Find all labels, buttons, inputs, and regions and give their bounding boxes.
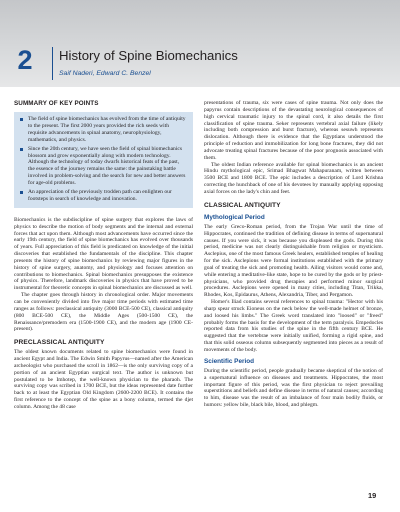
egypt-continuation-paragraph: presentations of trauma, six were cases of spine trauma. Not only does the papyrus contain descriptions of the devastating neurological consequences of high cervical traumatic injury to the spinal cord, it also details the first classification of spine trauma. Seker represents vertebral axial failure (likely including both compression and burst fracture), whereas sesuwh represents dislocation. Although there is evidence that the Egyptians understood the principle of reduction and immobilization for long bone fractures, they did not advocate treating spinal fractures because of the poor prognosis associated with them. — [204, 100, 383, 161]
chapter-authors: Saif Naderi, Edward C. Benzel — [59, 70, 151, 77]
chapter-title: History of Spine Biomechanics — [59, 48, 238, 63]
section-heading-classical: CLASSICAL ANTIQUITY — [204, 201, 281, 209]
chapter-number: 2 — [17, 45, 33, 75]
key-point-item — [20, 146, 187, 187]
scientific-paragraph: During the scientific period, people gradually became skeptical of the notion of a supernatural influence on diseases and treatments. Hippocrates, the most important figure of this period, was the first physician to reject prevailing superstitions and beliefs and define disease in terms of natural causes; according to him, disease was the result of an imbalance of four main bodily fluids, or humors: yellow bile, black bile, blood, and phlegm. — [204, 367, 383, 409]
key-points-heading: SUMMARY OF KEY POINTS — [14, 100, 99, 107]
page-number: 19 — [368, 491, 377, 500]
right-column — [204, 100, 383, 409]
intro-paragraph: Biomechanics is the subdiscipline of spine surgery that explores the laws of physics to describe the motion of body segments and the internal and external forces that act upon them. Although most advancements have occurred since the early 19th century, the field of spine biomechanics has evolved over thousands of years. Full appreciation of this field is predicated on knowledge of the initial discoveries that established the fundamentals of the discipline. This chapter presents the history of spine biomechanics by reviewing major figures in the history of spine surgery, anatomy, and physiology and focuses attention on contributions to biomechanics. Spinal biomechanics presupposes the existence of physics. Therefore, landmark discoveries in physics that have proved to be instrumental for theoretic concepts in spinal biomechanics are discussed as well. — [14, 216, 193, 292]
key-points-box — [14, 112, 193, 208]
key-point-item — [20, 189, 187, 203]
key-point-text: Since the 20th century, we have seen the field of spinal biomechanics blossom and grow exponentially along with modern technology. Although the technology of today dwarfs historical feats of the past, the essence of the journey remains the same: the painstaking battle involved in problem-solving and the search for new and better answers for age-old problems. — [28, 145, 186, 187]
subheading-mythological: Mythological Period — [204, 213, 265, 221]
square-bullet-icon — [20, 148, 23, 151]
indian-reference-paragraph: The oldest Indian reference available for spinal biomechanics is an ancient Hindu mythological epic, Srimad Bhagwat Mahapuranam, written between 3500 BCE and 1800 BCE. The epic includes a description of Lord Krishna correcting the hunchback of one of his devotees by manually applying opposing axial forces on the lady's chin and feet. — [204, 161, 383, 195]
key-point-item — [20, 116, 187, 144]
square-bullet-icon — [20, 118, 23, 121]
left-column — [14, 100, 193, 411]
square-bullet-icon — [20, 191, 23, 194]
iliad-paragraph: Homer's Iliad contains several references to spinal trauma: "Hector with his sharp spear struck Eioneus on the neck below the well-made helmet of bronze, and loosed his limbs." The Greek word translated into "loosed" or "freed" probably forms the basis for the development of the term paralysis. Empedocles reported data from his studies of the spine in the fifth century BCE. He suggested that the vertebrae were initially unified, forming a rigid spine, and that this solid osseous column subsequently segmented into pieces as a result of movements of the body. — [204, 299, 383, 353]
subheading-scientific: Scientific Period — [204, 357, 255, 365]
preclassical-paragraph: The oldest known documents related to spine biomechanics were found in ancient Egypt and India. The Edwin Smith Papyrus—named after the American archeologist who purchased the scroll in 1862—is the only surviving copy of a portion of an ancient Egyptian surgical text. The author is unknown but postulated to be Imhotep, the well-known physician to the pharaoh. The surviving copy was scribed in 1700 BCE, but the ideas represented date further back to at least the Egyptian Old Kingdom (2600-2200 BCE). It contains the first reference to the concept of the spine as a bony column, termed the djet column. Among the 48 case — [14, 349, 193, 410]
key-point-text: An appreciation of the previously trodden path can enlighten our footsteps in search of knowledge and innovation. — [28, 189, 172, 202]
chronology-paragraph: The chapter goes through history in chronological order. Major movements can be conveniently divided into five major time periods with estimated time ranges as follows: preclassical antiquity (3000 BCE-500 CE), classical antiquity (800 BCE-500 CE), the Middle Ages (500-1500 CE), the Renaissance/premodern era (1500-1900 CE), and the modern age (1900 CE-present). — [14, 292, 193, 333]
header-divider — [52, 47, 53, 80]
section-heading-preclassical: PRECLASSICAL ANTIQUITY — [14, 339, 105, 347]
key-point-text: The field of spine biomechanics has evolved from the time of antiquity to the present. The first 2000 years provided the rich seeds with requisite advancements in spinal anatomy, neurophysiology, mathematics, and physics. — [28, 116, 186, 143]
mythological-paragraph: The early Greco-Roman period, from the Trojan War until the time of Hippocrates, continued the tradition of defining disease in terms of supernatural causes. If you were sick, it was because you displeased the gods. During this period, medicine was not clearly distinguishable from religion or mysticism. Asclepius, one of the most famous Greek healers, established temples of healing for the sick. Asclepions were formal institutions established with the primary goal of treating the sick and promoting health. Ailing visitors would come and, while entering a meditative-like state, hope to be cured by the gods or by priest-physicians, who provided drug therapies and performed minor surgical procedures. Asclepions were opened in many cities, including Titan, Trikka, Rhodes, Kos, Epidaurus, Athens, Alexandria, Tiber, and Pergamon. — [204, 223, 383, 299]
